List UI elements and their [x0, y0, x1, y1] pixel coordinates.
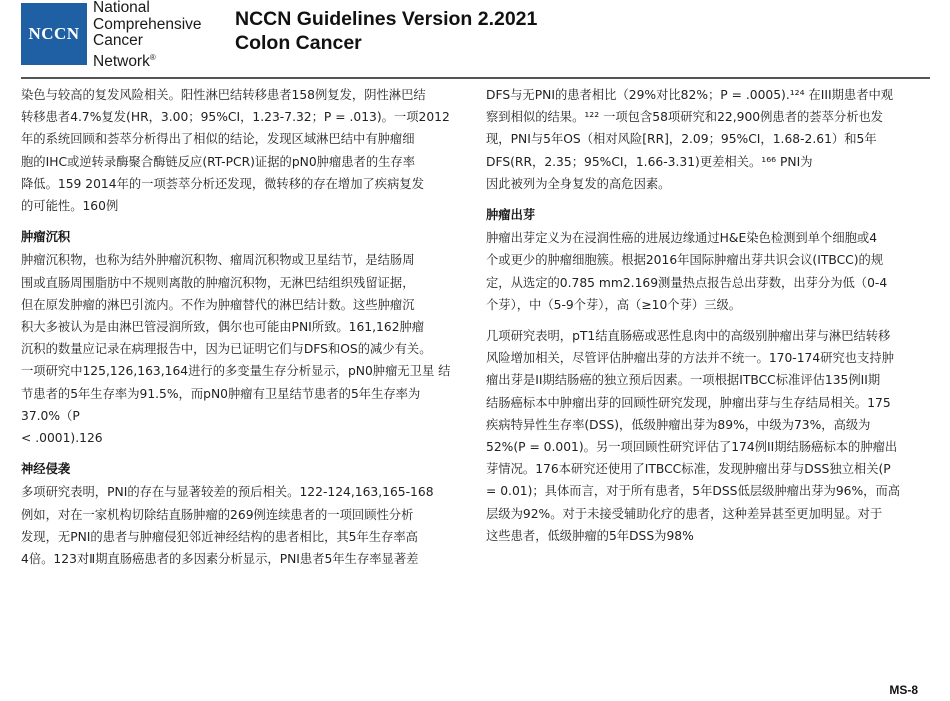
- text-line: 个芽），中（5-9个芽），高（≥10个芽）三级。: [486, 297, 742, 312]
- paragraph-gap: [486, 316, 932, 325]
- logo-text: NCCN: [28, 24, 80, 43]
- text-line: DFS与无PNI的患者相比（29%对比82%；P = .0005).¹²⁴ 在III期患者中观: [486, 88, 894, 102]
- text-line: 肿瘤沉积物，也称为结外肿瘤沉积物、瘤周沉积物或卫星结节，是结肠周: [21, 253, 415, 268]
- text-line: 这些患者，低级肿瘤的5年DSS为98%: [486, 528, 694, 543]
- text-line: 降低。159 2014年的一项荟萃分析还发现，微转移的存在增加了疾病复发: [21, 176, 424, 191]
- text-line: 多项研究表明，PNI的存在与显著较差的预后相关。122-124,163,165-168: [21, 485, 434, 500]
- text-line: 的可能性。160例: [21, 199, 119, 214]
- text-line: 发现，无PNI的患者与肿瘤侵犯邻近神经结构的患者相比，其5年生存率高: [21, 529, 418, 544]
- org-line: Comprehensive: [93, 15, 202, 33]
- right-column: [486, 84, 932, 547]
- text-line: 一项研究中125,126,163,164进行的多变量生存分析显示，pN0肿瘤无卫星 结: [21, 364, 451, 379]
- text-line: 芽情况。176本研究还使用了ITBCC标准，发现肿瘤出芽与DSS独立相关(P: [486, 462, 891, 477]
- org-line-last: [93, 50, 223, 71]
- text-line: < .0001).126: [21, 431, 103, 446]
- text-line: 但在原发肿瘤的淋巴引流内。不作为肿瘤替代的淋巴结计数。这些肿瘤沉: [21, 297, 415, 312]
- text-line: 现，PNI与5年OS（相对风险[RR]，2.09；95%CI，1.68-2.61）和5年: [486, 132, 877, 147]
- document-title: [235, 7, 537, 55]
- text-line: 围或直肠周围脂肪中不规则离散的肿瘤沉积物，无淋巴结组织残留证据，: [21, 275, 415, 290]
- text-line: = 0.01)；具体而言，对于所有患者，5年DSS低层级肿瘤出芽为96%，而高: [486, 484, 901, 499]
- section-heading-tumor-budding: 肿瘤出芽: [486, 208, 536, 223]
- text-line: 4倍。123对Ⅱ期直肠癌患者的多因素分析显示，PNI患者5年生存率显著差: [21, 552, 419, 567]
- text-line: 节患者的5年生存率为91.5%，而pN0肿瘤有卫星结节患者的5年生存率为: [21, 386, 421, 401]
- header-divider: [21, 77, 930, 79]
- text-line: 结肠癌标本中肿瘤出芽的回顾性研究发现，肿瘤出芽与生存结局相关。175: [486, 395, 891, 410]
- text-line: 定，从选定的0.785 mm2.169测量热点报告总出芽数，出芽分为低（0-4: [486, 275, 888, 290]
- text-line: 转移患者4.7%复发(HR，3.00；95%CI，1.23-7.32；P = .013)。一项2012: [21, 110, 450, 125]
- section-heading-tumor-deposits: 肿瘤沉积: [21, 230, 71, 245]
- title-topic: Colon Cancer: [235, 32, 362, 54]
- nccn-logo: [21, 3, 87, 65]
- text-line: 察到相似的结果。¹²² 一项包含58项研究和22,900例患者的荟萃分析也发: [486, 110, 884, 125]
- text-line: 瘤出芽是II期结肠癌的独立预后因素。一项根据ITBCC标准评估135例II期: [486, 373, 881, 388]
- org-line: Network: [93, 52, 150, 70]
- text-line: 沉积的数量应记录在病理报告中，因为已证明它们与DFS和OS的减少有关。: [21, 342, 432, 357]
- text-line: 积大多被认为是由淋巴管浸润所致，偶尔也可能由PNI所致。161,162肿瘤: [21, 320, 425, 335]
- page-number: MS-8: [889, 683, 918, 697]
- org-line: National: [93, 0, 150, 16]
- text-line: 层级为92%。对于未接受辅助化疗的患者，这种差异甚至更加明显。对于: [486, 506, 883, 521]
- org-line: Cancer: [93, 32, 143, 49]
- text-line: 肿瘤出芽定义为在浸润性癌的进展边缘通过H&E染色检测到单个细胞或4: [486, 231, 878, 246]
- text-line: DFS(RR，2.35；95%CI，1.66-3.31)更差相关。¹⁶⁶ PNI为: [486, 154, 813, 169]
- title-version: NCCN Guidelines Version 2.2021: [235, 8, 538, 30]
- trademark-symbol: ®: [149, 52, 156, 62]
- page-header: [0, 0, 950, 80]
- text-line: 年的系统回顾和荟萃分析得出了相似的结论，发现区域淋巴结中有肿瘤细: [21, 132, 415, 147]
- text-line: 风险增加相关，尽管评估肿瘤出芽的方法并不统一。170-174研究也支持肿: [486, 351, 894, 366]
- left-column: [21, 84, 473, 570]
- text-line: 疾病特异性生存率(DSS)，低级肿瘤出芽为89%，中级为73%，高级为: [486, 417, 871, 432]
- text-line: 因此被列为全身复发的高危因素。: [486, 176, 671, 191]
- text-line: 52%(P = 0.001)。另一项回顾性研究评估了174例II期结肠癌标本的肿瘤出: [486, 440, 898, 455]
- section-heading-perineural-invasion: 神经侵袭: [21, 462, 71, 477]
- text-line: 几项研究表明，pT1结直肠癌或恶性息肉中的高级别肿瘤出芽与淋巴结转移: [486, 329, 891, 344]
- organization-name: [93, 0, 223, 70]
- text-line: 染色与较高的复发风险相关。阳性淋巴结转移患者158例复发，阴性淋巴结: [21, 88, 426, 102]
- text-line: 37.0%（P: [21, 408, 80, 423]
- text-line: 胞的IHC或逆转录酶聚合酶链反应(RT-PCR)证据的pN0肿瘤患者的生存率: [21, 154, 416, 169]
- text-line: 个或更少的肿瘤细胞簇。根据2016年国际肿瘤出芽共识会议(ITBCC)的规: [486, 253, 884, 268]
- text-line: 例如，对在一家机构切除结直肠肿瘤的269例连续患者的一项回顾性分析: [21, 507, 414, 522]
